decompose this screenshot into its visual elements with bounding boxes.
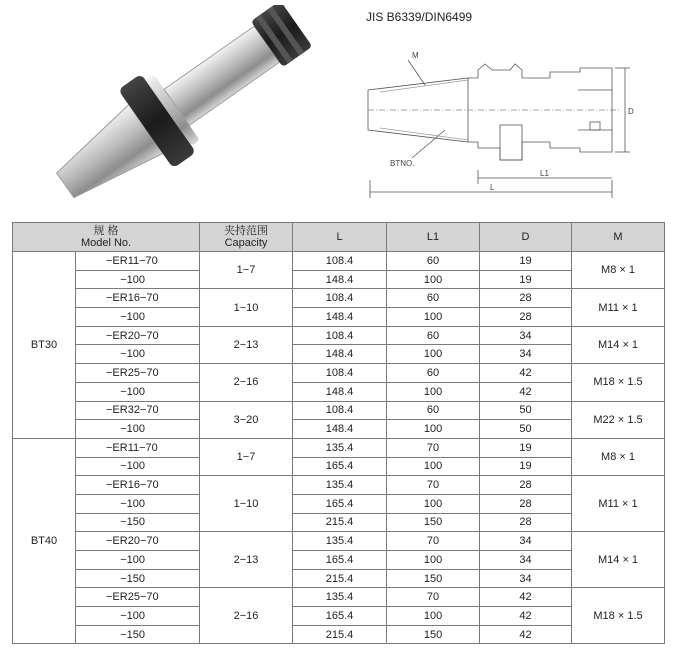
model-cell: −ER32−70 (76, 401, 200, 420)
table-row (13, 401, 665, 420)
d-cell: 42 (480, 364, 572, 383)
l1-cell: 100 (387, 382, 480, 401)
model-cell: −ER16−70 (76, 476, 200, 495)
capacity-cell: 1−7 (200, 252, 293, 289)
label-btno: BTNO. (390, 159, 415, 168)
model-cell: −ER20−70 (76, 326, 200, 345)
l1-cell: 60 (387, 401, 480, 420)
capacity-cell: 1−10 (200, 476, 293, 532)
capacity-cell: 1−7 (200, 438, 293, 475)
l1-cell: 100 (387, 308, 480, 327)
d-cell: 28 (480, 513, 572, 532)
l1-cell: 100 (387, 457, 480, 476)
table-row (13, 476, 665, 495)
m-cell: M18 × 1.5 (572, 588, 665, 644)
table-row (13, 252, 665, 271)
capacity-cell: 3−20 (200, 401, 293, 438)
table-row (13, 494, 665, 513)
l-cell: 135.4 (293, 438, 387, 457)
technical-drawing (350, 30, 635, 205)
model-cell: −ER25−70 (76, 364, 200, 383)
label-d: D (628, 107, 634, 116)
d-cell: 50 (480, 401, 572, 420)
l1-cell: 150 (387, 569, 480, 588)
l-cell: 165.4 (293, 551, 387, 570)
l-cell: 135.4 (293, 588, 387, 607)
table-row (13, 270, 665, 289)
d-cell: 34 (480, 551, 572, 570)
capacity-cell: 2−13 (200, 532, 293, 588)
m-cell: M11 × 1 (572, 289, 665, 326)
l-cell: 215.4 (293, 569, 387, 588)
d-cell: 19 (480, 438, 572, 457)
l1-cell: 150 (387, 513, 480, 532)
l1-cell: 100 (387, 270, 480, 289)
model-cell: −ER20−70 (76, 532, 200, 551)
m-cell: M18 × 1.5 (572, 364, 665, 401)
table-row (13, 308, 665, 327)
header-capacity: 夹持范围 Capacity (200, 223, 293, 252)
table-row (13, 513, 665, 532)
l-cell: 148.4 (293, 420, 387, 439)
table-row (13, 438, 665, 457)
model-cell: −100 (76, 607, 200, 626)
table-row (13, 364, 665, 383)
model-cell: −100 (76, 457, 200, 476)
d-cell: 42 (480, 625, 572, 644)
l-cell: 135.4 (293, 532, 387, 551)
l-cell: 108.4 (293, 401, 387, 420)
model-cell: −ER11−70 (76, 438, 200, 457)
l1-cell: 100 (387, 551, 480, 570)
model-cell: −150 (76, 569, 200, 588)
m-cell: M14 × 1 (572, 532, 665, 588)
d-cell: 34 (480, 345, 572, 364)
table-row (13, 420, 665, 439)
l-cell: 215.4 (293, 513, 387, 532)
table-row (13, 532, 665, 551)
l-cell: 148.4 (293, 345, 387, 364)
model-cell: −150 (76, 625, 200, 644)
m-cell: M8 × 1 (572, 438, 665, 475)
d-cell: 19 (480, 457, 572, 476)
d-cell: 28 (480, 476, 572, 495)
l-cell: 108.4 (293, 252, 387, 271)
d-cell: 42 (480, 607, 572, 626)
l-cell: 148.4 (293, 308, 387, 327)
spec-body (13, 252, 665, 644)
table-row (13, 588, 665, 607)
header-m: M (572, 223, 665, 252)
table-row (13, 607, 665, 626)
l1-cell: 60 (387, 252, 480, 271)
table-row (13, 569, 665, 588)
d-cell: 42 (480, 588, 572, 607)
table-row (13, 345, 665, 364)
model-cell: −100 (76, 308, 200, 327)
model-cell: −100 (76, 345, 200, 364)
model-cell: −100 (76, 382, 200, 401)
l-cell: 165.4 (293, 494, 387, 513)
model-cell: −150 (76, 513, 200, 532)
l1-cell: 100 (387, 420, 480, 439)
header-model: 规 格 Model No. (13, 223, 200, 252)
m-cell: M22 × 1.5 (572, 401, 665, 438)
header-d: D (480, 223, 572, 252)
l1-cell: 100 (387, 345, 480, 364)
l-cell: 135.4 (293, 476, 387, 495)
header-l: L (293, 223, 387, 252)
l1-cell: 70 (387, 476, 480, 495)
header-l1: L1 (387, 223, 480, 252)
l1-cell: 70 (387, 438, 480, 457)
d-cell: 19 (480, 270, 572, 289)
model-cell: −100 (76, 420, 200, 439)
model-cell: −ER11−70 (76, 252, 200, 271)
header-row (13, 223, 665, 252)
d-cell: 28 (480, 494, 572, 513)
l-cell: 148.4 (293, 382, 387, 401)
model-cell: −ER25−70 (76, 588, 200, 607)
l1-cell: 150 (387, 625, 480, 644)
d-cell: 42 (480, 382, 572, 401)
capacity-cell: 2−16 (200, 588, 293, 644)
capacity-cell: 2−16 (200, 364, 293, 401)
l-cell: 108.4 (293, 364, 387, 383)
tool-holder-photo (30, 5, 330, 205)
label-l: L (490, 183, 495, 192)
spec-table (12, 222, 665, 644)
table-row (13, 551, 665, 570)
taper-cell: BT30 (13, 252, 76, 439)
standard-label: JIS B6339/DIN6499 (366, 10, 473, 24)
table-row (13, 625, 665, 644)
l1-cell: 60 (387, 289, 480, 308)
l1-cell: 60 (387, 326, 480, 345)
model-cell: −100 (76, 494, 200, 513)
model-cell: −ER16−70 (76, 289, 200, 308)
label-l1: L1 (540, 169, 549, 178)
l-cell: 215.4 (293, 625, 387, 644)
capacity-cell: 1−10 (200, 289, 293, 326)
m-cell: M14 × 1 (572, 326, 665, 363)
l1-cell: 70 (387, 588, 480, 607)
l1-cell: 60 (387, 364, 480, 383)
d-cell: 28 (480, 308, 572, 327)
capacity-cell: 2−13 (200, 326, 293, 363)
d-cell: 19 (480, 252, 572, 271)
l-cell: 165.4 (293, 457, 387, 476)
m-cell: M11 × 1 (572, 476, 665, 532)
d-cell: 34 (480, 569, 572, 588)
d-cell: 50 (480, 420, 572, 439)
l1-cell: 100 (387, 607, 480, 626)
table-row (13, 326, 665, 345)
table-row (13, 457, 665, 476)
d-cell: 34 (480, 326, 572, 345)
l-cell: 108.4 (293, 289, 387, 308)
l1-cell: 70 (387, 532, 480, 551)
l-cell: 148.4 (293, 270, 387, 289)
label-m: M (412, 51, 419, 60)
l-cell: 165.4 (293, 607, 387, 626)
d-cell: 34 (480, 532, 572, 551)
l-cell: 108.4 (293, 326, 387, 345)
m-cell: M8 × 1 (572, 252, 665, 289)
taper-cell: BT40 (13, 438, 76, 644)
table-row (13, 289, 665, 308)
model-cell: −100 (76, 551, 200, 570)
l1-cell: 100 (387, 494, 480, 513)
table-row (13, 382, 665, 401)
model-cell: −100 (76, 270, 200, 289)
d-cell: 28 (480, 289, 572, 308)
